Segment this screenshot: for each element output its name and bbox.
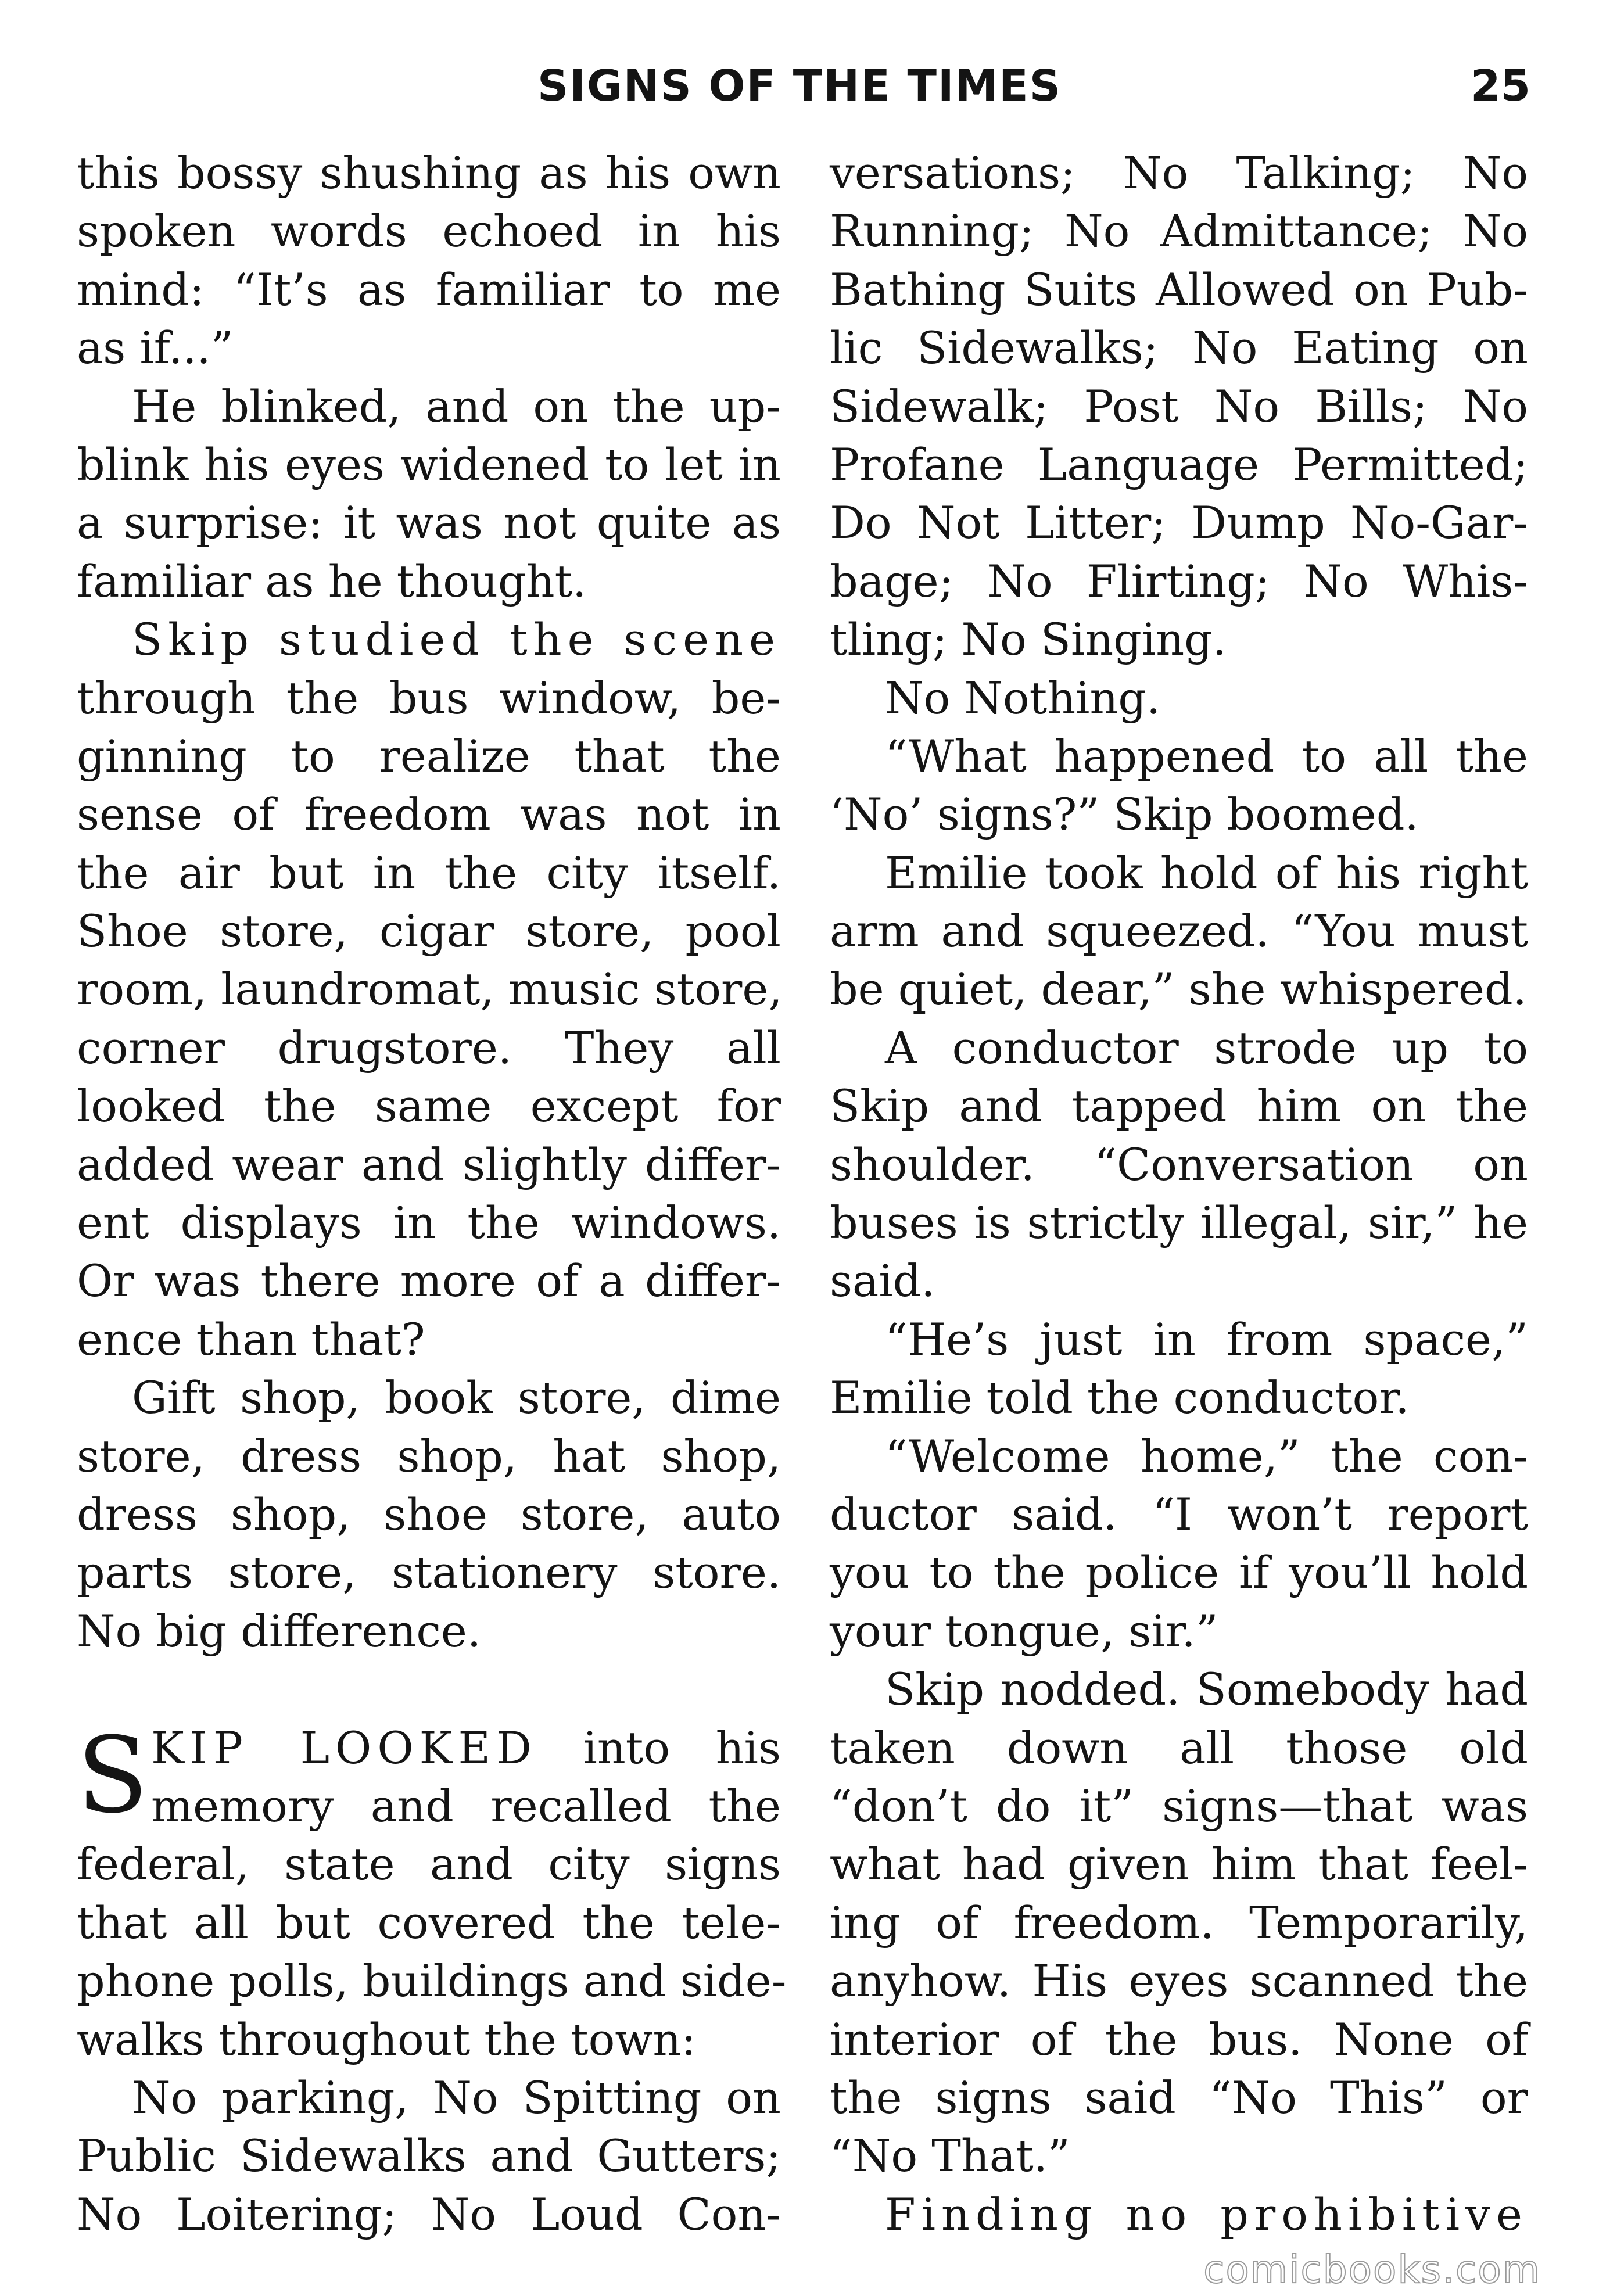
text-line: No Loitering; No Loud Con- [77,2188,781,2240]
text-line: you to the police if you’ll hold [830,1547,1528,1599]
text-line: Public Sidewalks and Gutters; [77,2130,781,2182]
text-line: ence than that? [77,1313,425,1365]
text-line: ‘No’ signs?” Skip boomed. [830,788,1419,841]
text-line: room, laundromat, music store, [77,963,783,1016]
text-line: ent displays in the windows. [77,1197,781,1249]
text-line: looked the same except for [77,1080,781,1132]
text-line: “Welcome home,” the con- [885,1430,1528,1482]
text-line: “No That.” [830,2130,1070,2182]
text-line: a surprise: it was not quite as [77,497,781,549]
lead-in-rest: into his [583,1721,781,1774]
text-line: ing of freedom. Temporarily, [830,1896,1528,1949]
text-line: store, dress shop, hat shop, [77,1430,781,1482]
text-line: what had given him that feel- [830,1838,1528,1890]
page-header [0,61,1599,125]
text-line: “What happened to all the [885,730,1528,782]
text-line: added wear and slightly differ- [77,1138,781,1190]
text-line: Skip studied the scene [132,614,781,666]
text-line: Gift shop, book store, dime [132,1372,781,1424]
text-line: No big difference. [77,1605,482,1657]
text-line: Sidewalk; Post No Bills; No [830,380,1528,432]
text-line: Skip nodded. Somebody had [885,1663,1528,1716]
text-line: lic Sidewalks; No Eating on [830,322,1528,374]
text-line: bage; No Flirting; No Whis- [830,555,1528,607]
text-line: Finding no prohibitive [885,2188,1528,2240]
text-line: “don’t do it” signs—that was [830,1780,1528,1832]
text-line: No parking, No Spitting on [132,2071,781,2123]
text-line: the air but in the city itself. [77,846,781,899]
text-line: A conductor strode up to [885,1021,1528,1074]
text-line: Profane Language Permitted; [830,438,1528,490]
page-number: 25 [1471,61,1530,111]
text-line: Running; No Admittance; No [830,205,1528,257]
text-line: tling; No Singing. [830,614,1227,666]
text-line: Do Not Litter; Dump No-Gar- [830,497,1528,549]
text-line: federal, state and city signs [77,1838,781,1890]
text-line: mind: “It’s as familiar to me [77,263,781,315]
text-line: blink his eyes widened to let in [77,438,781,490]
left-column [77,144,787,2244]
text-line: through the bus window, be- [77,672,781,724]
text-line: shoulder. “Conversation on [830,1138,1528,1190]
text-line: arm and squeezed. “You must [830,905,1528,957]
text-line: taken down all those old [830,1721,1528,1774]
text-line: versations; No Talking; No [830,147,1528,199]
text-line: familiar as he thought. [77,555,587,607]
text-line: the signs said “No This” or [830,2071,1528,2123]
text-line: interior of the bus. None of [830,2013,1528,2065]
text-line: dress shop, shoe store, auto [77,1488,781,1540]
text-line: Skip and tapped him on the [830,1080,1528,1132]
text-line: He blinked, and on the up- [132,380,781,432]
text-line: that all but covered the tele- [77,1896,781,1949]
text-line: as if...” [77,322,234,374]
text-line: anyhow. His eyes scanned the [830,1955,1528,2007]
running-title: SIGNS OF THE TIMES [537,61,1062,111]
text-line: ginning to realize that the [77,730,781,782]
text-line: your tongue, sir.” [830,1605,1218,1657]
drop-cap: S [77,1714,149,1836]
text-line: said. [830,1255,935,1307]
text-line: Emilie took hold of his right [885,846,1528,899]
text-line: parts store, stationery store. [77,1547,781,1599]
text-line: walks throughout the town: [77,2013,696,2065]
watermark: comicbooks.com [1203,2247,1541,2292]
text-line: buses is strictly illegal, sir,” he [830,1197,1528,1249]
text-line: this bossy shushing as his own [77,147,781,199]
text-line: memory and recalled the [151,1780,781,1832]
section-break [77,1660,781,1719]
text-line: sense of freedom was not in [77,788,781,841]
section-lead-in: KIP LOOKED [151,1721,537,1774]
text-line: corner drugstore. They all [77,1021,781,1074]
text-line: be quiet, dear,” she whispered. [830,963,1527,1016]
text-line: Bathing Suits Allowed on Pub- [830,263,1528,315]
text-line: Emilie told the conductor. [830,1372,1410,1424]
text-line: spoken words echoed in his [77,205,781,257]
text-line: No Nothing. [885,672,1161,724]
right-column [830,144,1528,2244]
text-line: “He’s just in from space,” [885,1313,1528,1365]
text-line: Shoe store, cigar store, pool [77,905,781,957]
text-line: phone polls, buildings and side- [77,1955,787,2007]
text-line: ductor said. “I won’t report [830,1488,1528,1540]
text-line: Or was there more of a differ- [77,1255,781,1307]
